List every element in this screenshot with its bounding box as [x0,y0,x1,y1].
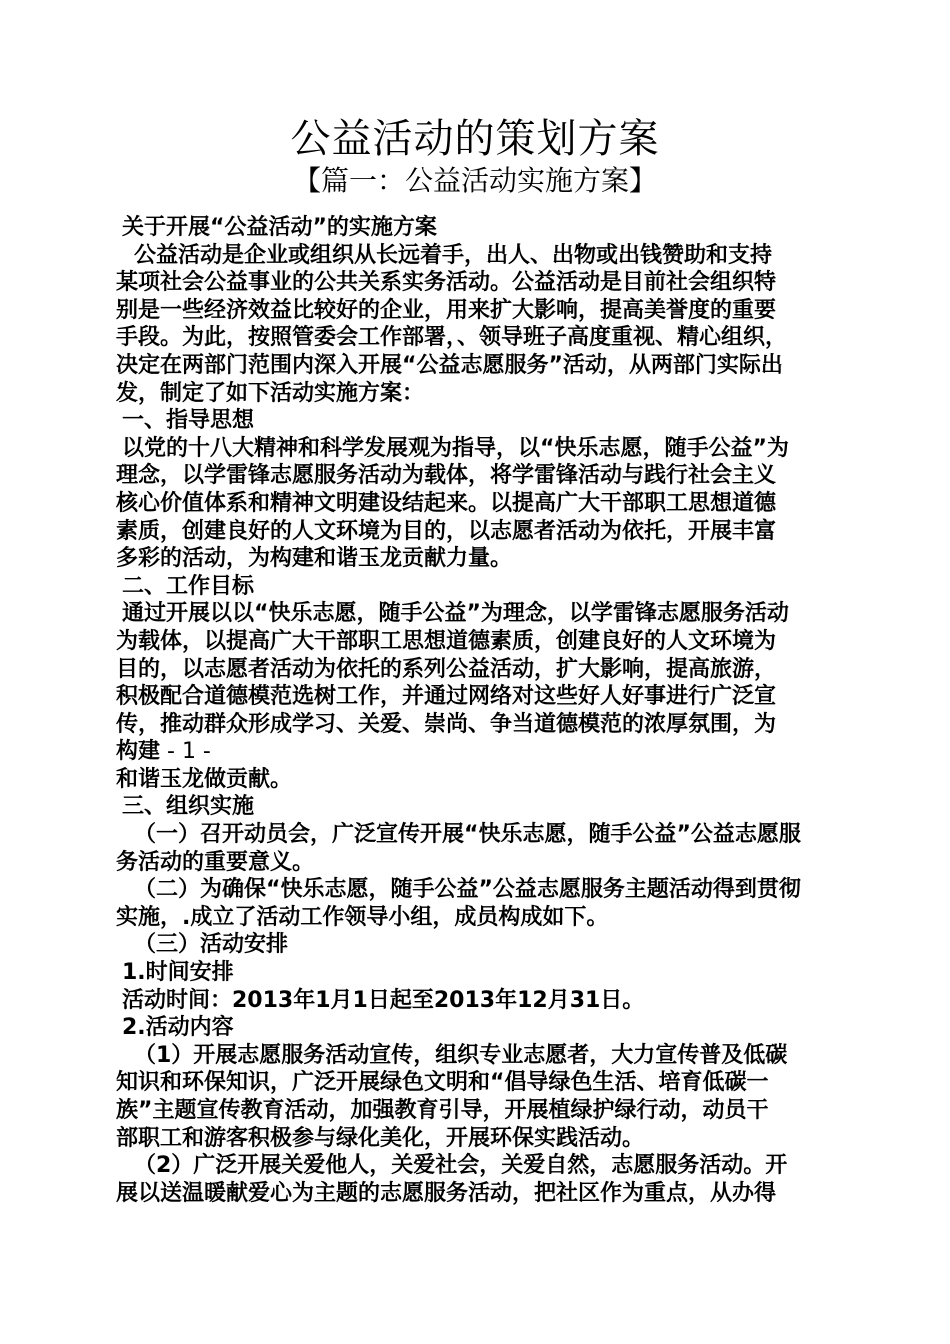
text-line [116,876,838,904]
text-line [116,269,838,297]
line-text: 为载体，以提高广大干部职工思想道德素质，创建良好的人文环境为 [116,628,777,654]
text-line [116,324,838,352]
line-text: 核心价值体系和精神文明建设结起来。以提高广大干部职工思想道德 [116,490,777,516]
text-line [116,738,838,766]
text-line [116,849,838,877]
text-line [116,628,838,656]
line-text: （1）开展志愿服务活动宣传，组织专业志愿者，大力宣传普及低碳 [134,1042,788,1068]
text-line [116,959,838,987]
text-line [116,1069,838,1097]
text-line [116,904,838,932]
line-text: 知识和环保知识，广泛开展绿色文明和“倡导绿色生活、培育低碳一 [116,1070,769,1096]
line-text: 展以送温暖献爱心为主题的志愿服务活动，把社区作为重点，从办得 [116,1180,777,1206]
text-line [116,600,838,628]
text-line [116,297,838,325]
text-line [116,573,838,601]
line-text: 和谐玉龙做贡献。 [116,766,293,792]
line-text: 三、组织实施 [122,794,255,820]
line-text: 实施，.成立了活动工作领导小组，成员构成如下。 [116,904,609,930]
line-text: 二、工作目标 [122,573,255,599]
text-line [116,490,838,518]
text-line [116,987,838,1015]
text-line [116,545,838,573]
text-line [116,683,838,711]
text-line [116,1125,838,1153]
line-text: 目的，以志愿者活动为依托的系列公益活动，扩大影响，提高旅游， [116,656,777,682]
page-title: 公益活动的策划方案 [290,116,660,162]
line-text: 族”主题宣传教育活动，加强教育引导，开展植绿护绿行动，动员干 [116,1098,769,1123]
line-text: 以党的十八大精神和科学发展观为指导，以“快乐志愿，随手公益”为 [122,435,789,461]
line-text: 传，推动群众形成学习、关爱、崇尚、争当道德模范的浓厚氛围，为 [116,711,777,737]
line-text: 构建 [116,739,161,765]
line-text: 理念，以学雷锋志愿服务活动为载体，将学雷锋活动与践行社会主义 [116,463,777,489]
line-text: 关于开展“公益活动”的实施方案 [122,215,437,240]
line-text: 手段。为此，按照管委会工作部署，、领导班子高度重视、精心组织， [116,325,788,351]
text-line [116,1097,838,1125]
line-text: 发，制定了如下活动实施方案： [116,380,425,406]
line-text: 活动时间：2013年1月1日起至2013年12月31日。 [122,987,645,1013]
text-line [116,766,838,794]
text-line [116,352,838,380]
text-line [116,407,838,435]
line-text: 1.时间安排 [122,960,234,986]
page-subtitle: 【篇一：公益活动实施方案】 [292,164,657,197]
line-text: 务活动的重要意义。 [116,849,315,875]
line-text: （三）活动安排 [134,932,289,958]
text-line [116,462,838,490]
line-text: 多彩的活动，为构建和谐玉龙贡献力量。 [116,546,513,572]
text-line [116,931,838,959]
text-line [116,656,838,684]
line-text: 一、指导思想 [122,408,255,434]
text-line [116,435,838,463]
line-text: 部职工和游客积极参与绿化美化，开展环保实践活动。 [116,1125,645,1151]
text-line [116,518,838,546]
text-line [116,711,838,739]
line-text: 别是一些经济效益比较好的企业，用来扩大影响，提高美誉度的重要 [116,297,777,323]
document-body [116,214,838,1207]
text-line [116,1042,838,1070]
text-line [116,1180,838,1208]
text-line [116,821,838,849]
text-line [116,1014,838,1042]
text-line [116,214,838,242]
line-text: 素质，创建良好的人文环境为目的，以志愿者活动为依托，开展丰富 [116,518,777,544]
line-text: 某项社会公益事业的公共关系实务活动。公益活动是目前社会组织特 [116,270,777,296]
line-text: （二）为确保“快乐志愿，随手公益”公益志愿服务主题活动得到贯彻 [134,877,801,903]
text-line [116,793,838,821]
line-text: 积极配合道德模范选树工作，并通过网络对这些好人好事进行广泛宣 [116,684,777,710]
line-text: （2）广泛开展关爱他人，关爱社会，关爱自然，志愿服务活动。开 [134,1153,788,1179]
line-text: 公益活动是企业或组织从长远着手，出人、出物或出钱赞助和支持 [134,242,773,268]
text-line [116,1152,838,1180]
line-text: （一）召开动员会，广泛宣传开展“快乐志愿，随手公益”公益志愿服 [134,822,801,848]
page-number: - 1 - [160,739,211,765]
line-text: 决定在两部门范围内深入开展“公益志愿服务”活动，从两部门实际出 [116,352,783,378]
line-text: 通过开展以以“快乐志愿，随手公益”为理念，以学雷锋志愿服务活动 [122,601,789,627]
text-line [116,242,838,270]
line-text: 2.活动内容 [122,1015,234,1041]
text-line [116,380,838,408]
